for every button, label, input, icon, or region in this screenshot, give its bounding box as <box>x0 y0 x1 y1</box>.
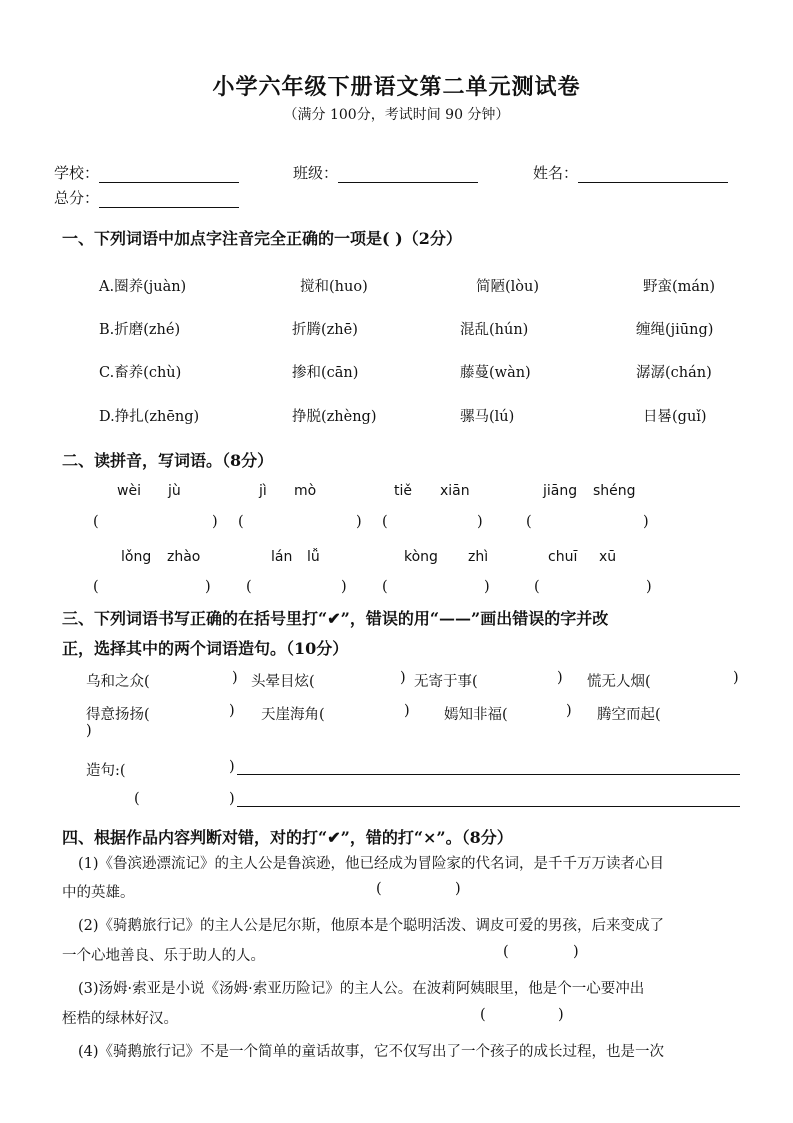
answer-paren-open: ( <box>526 514 532 530</box>
answer-paren-open: ( <box>382 579 388 595</box>
pinyin-label: jù <box>168 483 181 499</box>
q3-paren-close: ) <box>229 703 235 719</box>
page-subtitle: （满分 100分，考试时间 90 分钟） <box>283 107 510 123</box>
q3-word: 得意扬扬( <box>86 707 150 723</box>
q1-option: 简陋(lòu) <box>476 279 540 295</box>
pinyin-label: lán <box>271 549 293 565</box>
q4-item2-line2: 一个心地善良、乐于助人的人。 <box>62 948 265 964</box>
q3-paren-close: ) <box>86 723 92 739</box>
pinyin-label: chuī <box>548 549 578 565</box>
q1-option: 缠绳(jiūng) <box>636 322 714 338</box>
sentence-paren-close: ) <box>229 791 235 807</box>
pinyin-label: xiān <box>440 483 470 499</box>
q3-paren-close: ) <box>557 670 563 686</box>
answer-paren-close: ) <box>455 881 461 897</box>
answer-paren-open: ( <box>93 579 99 595</box>
q3-word: 乌和之众( <box>86 674 150 690</box>
class-line <box>338 166 478 183</box>
answer-paren-close: ) <box>573 944 579 960</box>
pinyin-label: jiāng <box>543 483 578 499</box>
q1-option: 骡马(lú) <box>460 409 515 425</box>
q3-word: 无寄于事( <box>414 674 478 690</box>
q3-word: 腾空而起( <box>597 707 661 723</box>
sentence-paren-open: ( <box>134 791 140 807</box>
q1-option: 日晷(guǐ) <box>643 409 707 425</box>
pinyin-label: mò <box>294 483 317 499</box>
q4-item1-line2: 中的英雄。 <box>62 885 135 901</box>
answer-paren-open: ( <box>480 1007 486 1023</box>
sentence-answer-line[interactable] <box>237 806 740 807</box>
q4-item4-line1: (4)《骑鹅旅行记》不是一个简单的童话故事，它不仅写出了一个孩子的成长过程，也是一次 <box>78 1044 665 1060</box>
answer-paren-close: ) <box>212 514 218 530</box>
q1-option: 野蛮(mán) <box>643 279 716 295</box>
page-title: 小学六年级下册语文第二单元测试卷 <box>212 74 581 100</box>
q1-option: 折腾(zhē) <box>292 322 358 338</box>
q3-paren-close: ) <box>566 703 572 719</box>
name-field[interactable] <box>533 162 728 183</box>
q3-title-line2: 正，选择其中的两个词语造句。（10分） <box>62 639 349 658</box>
answer-paren-close: ) <box>558 1007 564 1023</box>
pinyin-label: zhì <box>468 549 489 565</box>
q3-paren-close: ) <box>232 670 238 686</box>
pinyin-label: tiě <box>394 483 412 499</box>
answer-paren-close: ) <box>646 579 652 595</box>
q3-word: 慌无人烟( <box>587 674 651 690</box>
q1-option: 搅和(huo) <box>300 279 368 295</box>
school-field[interactable] <box>54 162 239 183</box>
answer-paren-close: ) <box>484 579 490 595</box>
q3-word: 嫣知非福( <box>444 707 508 723</box>
score-line <box>99 191 239 208</box>
answer-paren-close: ) <box>205 579 211 595</box>
score-label: 总分： <box>54 189 100 207</box>
q1-option: 潺潺(chán) <box>636 365 712 381</box>
q4-item2-line1: (2)《骑鹅旅行记》的主人公是尼尔斯，他原本是个聪明活泼、调皮可爱的男孩，后来变成了 <box>78 918 665 934</box>
sentence-answer-line[interactable] <box>237 774 740 775</box>
answer-paren-open: ( <box>238 514 244 530</box>
q1-option: 藤蔓(wàn) <box>460 365 531 381</box>
q1-option: B.折磨(zhé) <box>99 322 181 338</box>
class-label: 班级： <box>293 164 339 182</box>
q1-option: 挣脱(zhèng) <box>292 409 377 425</box>
answer-paren-open: ( <box>382 514 388 530</box>
q1-option: D.挣扎(zhēng) <box>99 409 200 425</box>
answer-paren-open: ( <box>93 514 99 530</box>
name-line <box>578 166 728 183</box>
pinyin-label: kòng <box>404 549 438 565</box>
q4-title: 四、根据作品内容判断对错，对的打“✔”，错的打“×”。（8分） <box>62 828 513 847</box>
school-label: 学校： <box>54 164 100 182</box>
q1-option: C.畜养(chù) <box>99 365 182 381</box>
q4-item1-line1: (1)《鲁滨逊漂流记》的主人公是鲁滨逊，他已经成为冒险家的代名词，是千千万万读者心目 <box>78 856 665 872</box>
answer-paren-open: ( <box>246 579 252 595</box>
q4-item3-line2: 桎梏的绿林好汉。 <box>62 1011 178 1027</box>
q1-title: 一、下列词语中加点字注音完全正确的一项是( )（2分） <box>62 229 462 248</box>
sentence-label: 造句:( <box>86 763 126 779</box>
answer-paren-open: ( <box>503 944 509 960</box>
pinyin-label: shéng <box>593 483 636 499</box>
answer-paren-open: ( <box>534 579 540 595</box>
class-field[interactable] <box>293 162 478 183</box>
score-field[interactable] <box>54 187 239 208</box>
q2-title: 二、读拼音，写词语。（8分） <box>62 451 274 470</box>
answer-paren-close: ) <box>341 579 347 595</box>
q1-option: A.圈养(juàn) <box>99 279 187 295</box>
q3-paren-close: ) <box>400 670 406 686</box>
answer-paren-close: ) <box>477 514 483 530</box>
pinyin-label: xū <box>599 549 617 565</box>
pinyin-label: lǚ <box>307 549 320 565</box>
q3-title-line1: 三、下列词语书写正确的在括号里打“✔”，错误的用“——”画出错误的字并改 <box>62 609 609 628</box>
answer-paren-open: ( <box>376 881 382 897</box>
q3-word: 天崖海角( <box>261 707 325 723</box>
q1-option: 混乱(hún) <box>460 322 529 338</box>
q3-paren-close: ) <box>404 703 410 719</box>
name-label: 姓名： <box>533 164 579 182</box>
pinyin-label: wèi <box>117 483 141 499</box>
pinyin-label: zhào <box>167 549 201 565</box>
q1-option: 掺和(cān) <box>292 365 359 381</box>
answer-paren-close: ) <box>356 514 362 530</box>
answer-paren-close: ) <box>643 514 649 530</box>
pinyin-label: lǒng <box>121 549 152 565</box>
q3-paren-close: ) <box>733 670 739 686</box>
pinyin-label: jì <box>259 483 267 499</box>
q3-word: 头晕目炫( <box>251 674 315 690</box>
q4-item3-line1: (3)汤姆·索亚是小说《汤姆·索亚历险记》的主人公。在波莉阿姨眼里，他是个一心要冲出 <box>78 981 645 997</box>
sentence-paren-close: ) <box>229 759 235 775</box>
school-line <box>99 166 239 183</box>
